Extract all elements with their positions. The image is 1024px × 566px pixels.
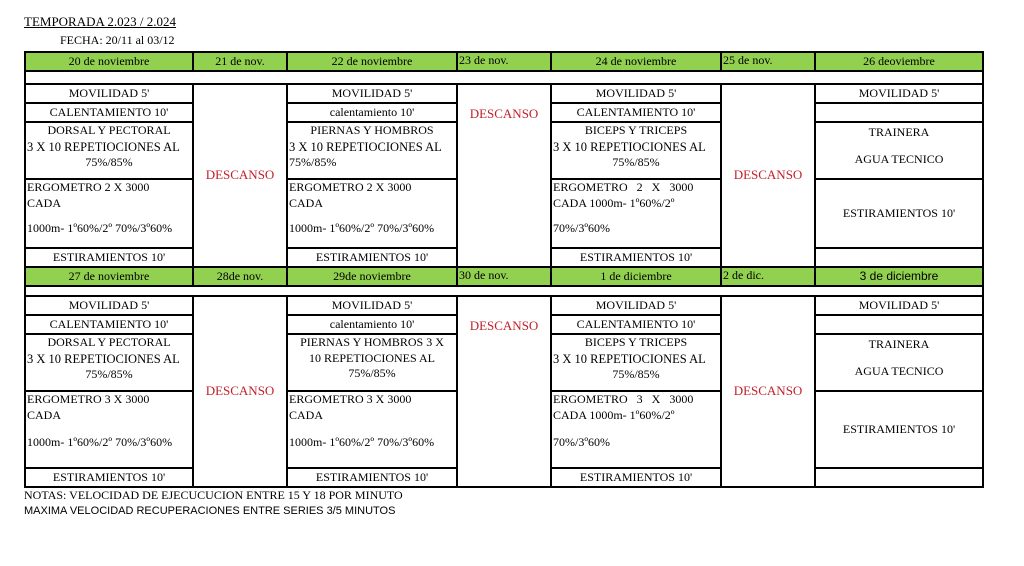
focus-text: DORSAL Y PECTORAL [47,335,171,349]
series-text: 10 REPETIOCIONES AL [309,350,435,365]
day-header: 1 de diciembre [552,268,720,285]
ergo-line: CADA [27,195,62,210]
ergo-line: ERGOMETRO 2 X 3000 [553,180,694,194]
estiramientos-cell: ESTIRAMIENTOS 10' [26,249,192,266]
empty-cell [816,469,982,486]
day-header: 21 de nov. [194,53,286,70]
day-header: 23 de nov. [458,53,550,70]
water-training-cell [816,123,982,178]
ergo-line: 1000m- 1º60%/2º 70%/3º60% [27,435,173,450]
focus-text: PIERNAS Y HOMBROS [310,123,434,137]
estiramientos-cell: ESTIRAMIENTOS 10' [288,469,456,486]
strength-cell [552,335,720,390]
rest-day-cell: DESCANSO [722,297,814,486]
percent-text: 75%/85% [289,154,337,169]
strength-cell [26,123,192,178]
ergo-line: 70%/3º60% [553,435,611,450]
ergo-line: CADA 1000m- 1º60%/2º [553,407,675,422]
strength-cell [288,123,456,178]
training-schedule-table [24,51,984,488]
ergo-line: ERGOMETRO 2 X 3000 [27,180,150,194]
ergometro-cell [26,180,192,247]
percent-text: 75%/85% [612,154,660,169]
rest-day-cell: DESCANSO [194,85,286,266]
day-header: 22 de noviembre [288,53,456,70]
ergo-line: CADA [27,407,62,422]
empty-cell [816,104,982,121]
day-header: 28de nov. [194,268,286,285]
day-header: 30 de nov. [458,268,550,285]
ergo-line: ERGOMETRO 3 X 3000 [289,392,412,406]
estiramientos-cell: ESTIRAMIENTOS 10' [816,180,982,247]
ergo-line: CADA 1000m- 1º60%/2º [553,195,675,210]
estiramientos-cell: ESTIRAMIENTOS 10' [26,469,192,486]
movilidad-cell: MOVILIDAD 5' [552,297,720,314]
day-header: 27 de noviembre [26,268,192,285]
trainera-text: TRAINERA [868,337,930,351]
percent-text: 75%/85% [612,366,660,381]
date-range: FECHA: 20/11 al 03/12 [60,33,175,47]
day-header: 24 de noviembre [552,53,720,70]
day-header: 20 de noviembre [26,53,192,70]
ergometro-cell [552,392,720,467]
ergometro-cell [288,392,456,467]
ergo-line: CADA [289,195,324,210]
calentamiento-cell: CALENTAMIENTO 10' [552,104,720,121]
spacer-row [26,72,982,83]
series-text: 3 X 10 REPETIOCIONES AL [27,351,180,366]
ergo-line: ERGOMETRO 3 X 3000 [553,392,694,406]
calentamiento-cell: calentamiento 10' [288,104,456,121]
series-text: 3 X 10 REPETIOCIONES AL [553,351,706,366]
series-text: 3 X 10 REPETIOCIONES AL [553,139,706,154]
focus-text: PIERNAS Y HOMBROS 3 X [300,335,444,349]
notes-line-speed: NOTAS: VELOCIDAD DE EJECUCUCION ENTRE 15 Y 18 POR MINUTO [24,488,403,502]
day-header: 29de noviembre [288,268,456,285]
notes-line-recovery: MAXIMA VELOCIDAD RECUPERACIONES ENTRE SERIES 3/5 MINUTOS [24,505,396,517]
season-title: TEMPORADA 2.023 / 2.024 [24,14,177,29]
focus-text: DORSAL Y PECTORAL [47,123,171,137]
trainera-text: TRAINERA [868,125,930,139]
movilidad-cell: MOVILIDAD 5' [288,85,456,102]
ergo-line: 1000m- 1º60%/2º 70%/3º60% [27,221,173,236]
percent-text: 75%/85% [85,366,133,381]
agua-tecnico-text: AGUA TECNICO [854,363,944,378]
percent-text: 75%/85% [85,154,133,169]
focus-text: BICEPS Y TRICEPS [584,123,688,137]
empty-cell [816,249,982,266]
ergometro-cell [26,392,192,467]
strength-cell [552,123,720,178]
ergo-line: ERGOMETRO 3 X 3000 [27,392,150,406]
ergo-line: 70%/3º60% [553,221,611,236]
day-header: 3 de diciembre [816,268,982,285]
strength-cell [26,335,192,390]
calentamiento-cell: calentamiento 10' [288,316,456,333]
empty-cell [816,316,982,333]
water-training-cell [816,335,982,390]
series-text: 3 X 10 REPETIOCIONES AL [289,139,442,154]
calentamiento-cell: CALENTAMIENTO 10' [26,104,192,121]
movilidad-cell: MOVILIDAD 5' [816,297,982,314]
focus-text: BICEPS Y TRICEPS [584,335,688,349]
day-header: 26 deoviembre [816,53,982,70]
ergo-line: 1000m- 1º60%/2º 70%/3º60% [289,221,435,236]
calentamiento-cell: CALENTAMIENTO 10' [26,316,192,333]
ergometro-cell [288,180,456,247]
estiramientos-cell: ESTIRAMIENTOS 10' [552,469,720,486]
estiramientos-cell: ESTIRAMIENTOS 10' [288,249,456,266]
rest-day-cell: DESCANSO [458,85,550,266]
percent-text: 75%/85% [348,366,396,381]
rest-day-cell: DESCANSO [194,297,286,486]
ergometro-cell [552,180,720,247]
agua-tecnico-text: AGUA TECNICO [854,151,944,166]
spacer-row [26,287,982,295]
day-header: 25 de nov. [722,53,814,70]
estiramientos-cell: ESTIRAMIENTOS 10' [816,392,982,467]
series-text: 3 X 10 REPETIOCIONES AL [27,139,180,154]
movilidad-cell: MOVILIDAD 5' [816,85,982,102]
movilidad-cell: MOVILIDAD 5' [26,85,192,102]
ergo-line: CADA [289,407,324,422]
ergo-line: 1000m- 1º60%/2º 70%/3º60% [289,435,435,450]
movilidad-cell: MOVILIDAD 5' [26,297,192,314]
strength-cell [288,335,456,390]
calentamiento-cell: CALENTAMIENTO 10' [552,316,720,333]
movilidad-cell: MOVILIDAD 5' [552,85,720,102]
rest-day-cell: DESCANSO [722,85,814,266]
ergo-line: ERGOMETRO 2 X 3000 [289,180,412,194]
day-header: 2 de dic. [722,268,814,285]
estiramientos-cell: ESTIRAMIENTOS 10' [552,249,720,266]
movilidad-cell: MOVILIDAD 5' [288,297,456,314]
rest-day-cell: DESCANSO [458,297,550,486]
